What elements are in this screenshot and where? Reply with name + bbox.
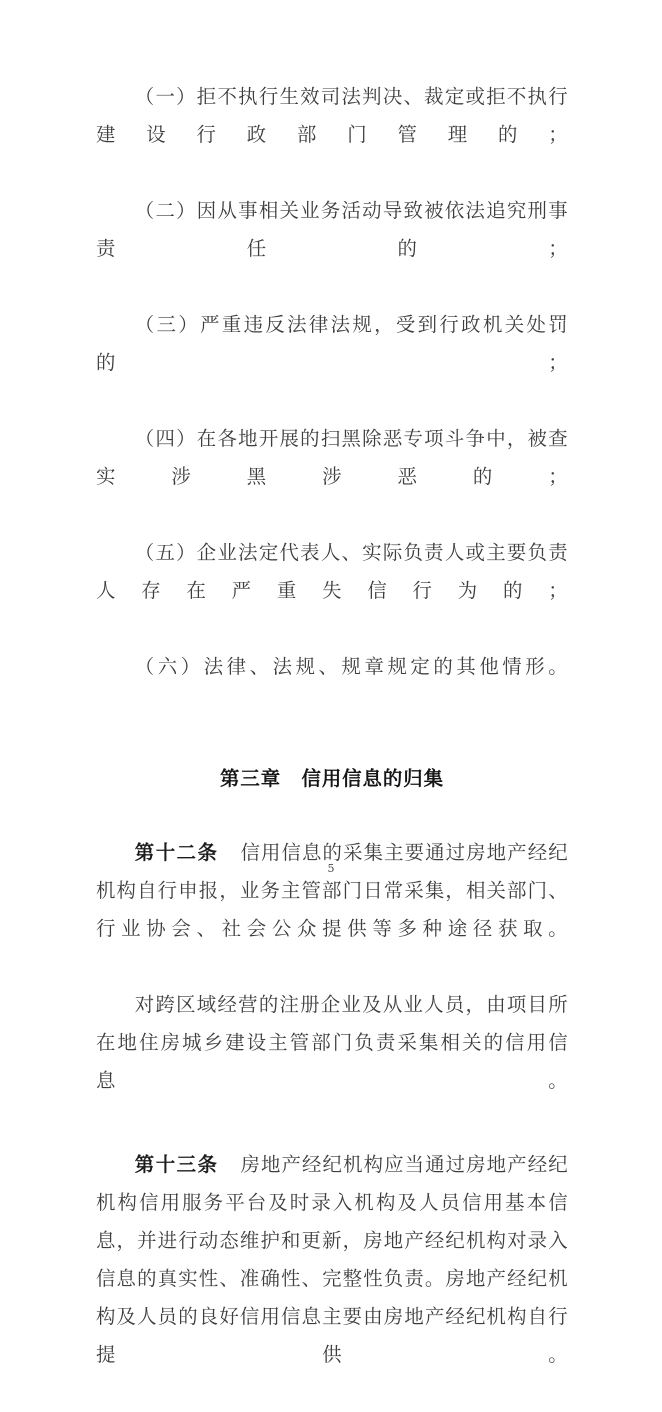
- clause-item-3: （三）严重违反法律法规，受到行政机关处罚的；: [96, 313, 568, 374]
- spacer-after-chapter-heading: [96, 798, 568, 834]
- clause-list: [96, 78, 568, 724]
- clause-item-6: （六）法律、法规、规章规定的其他情形。: [134, 655, 568, 678]
- clause-item-1: （一）拒不执行生效司法判决、裁定或拒不执行建设行政部门管理的；: [96, 85, 568, 146]
- article-13-paragraph-1-text: 房地产经纪机构应当通过房地产经纪机构信用服务平台及时录入机构及人员信用基本信息，并进行动态维护和更新，房地产经纪机构对录入信息的真实性、准确性、完整性负责。房地产经纪机构及人员的良好信用信息主要由房地产经纪机构自行提供。: [96, 1153, 568, 1366]
- clause-item-5: （五）企业法定代表人、实际负责人或主要负责人存在严重失信行为的；: [96, 541, 568, 602]
- article-13-paragraph-1: [96, 1146, 568, 1412]
- page-number: 5: [327, 862, 335, 875]
- chapter-heading: 第三章 信用信息的归集: [220, 767, 444, 790]
- spacer-before-chapter-heading: [96, 724, 568, 760]
- text-column: [96, 78, 568, 1412]
- spacer-between-articles: [96, 1138, 568, 1146]
- article-12-paragraph-2: 对跨区域经营的注册企业及从业人员，由项目所在地住房城乡建设主管部门负责采集相关的信用信息。: [96, 993, 568, 1092]
- article-12-paragraph-1-text: 信用信息的采集主要通过房地产经纪机构自行申报，业务主管部门日常采集，相关部门、行业协会、社会公众提供等多种途径获取。: [96, 841, 568, 940]
- article-13: [96, 1146, 568, 1412]
- article-12-paragraph-1: [96, 834, 568, 986]
- clause-item-2: （二）因从事相关业务活动导致被依法追究刑事责任的；: [96, 199, 568, 260]
- article-12: [96, 834, 568, 1138]
- clause-item-4: （四）在各地开展的扫黑除恶专项斗争中，被查实涉黑涉恶的；: [96, 427, 568, 488]
- article-13-label: 第十三条: [134, 1153, 219, 1176]
- article-12-label: 第十二条: [134, 841, 219, 864]
